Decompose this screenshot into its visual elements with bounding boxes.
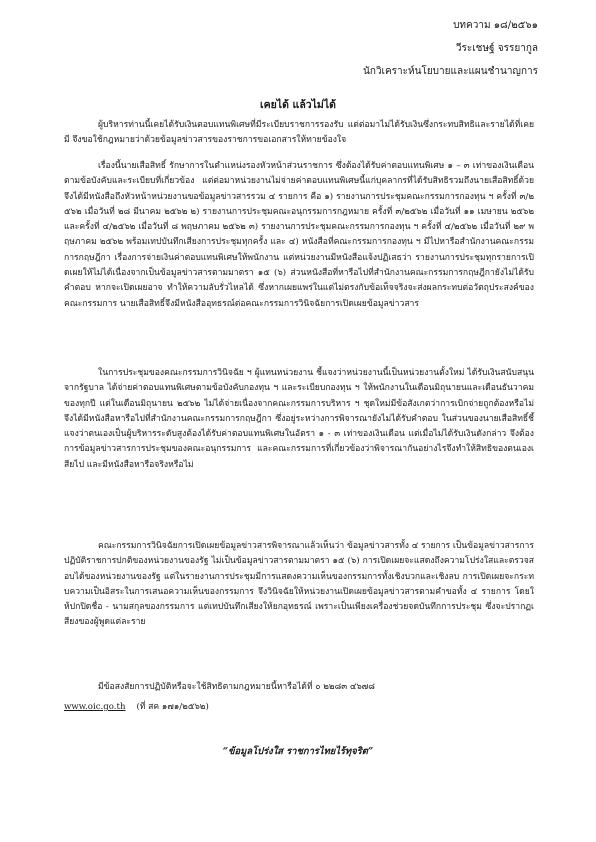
document-header	[363, 14, 538, 83]
paragraph-decision: คณะกรรมการวินิจฉัยการเปิดเผยข้อมูลข่าวสารพิจารณาแล้วเห็นว่า ข้อมูลข่าวสารทั้ง ๔ รายการ เป็นข้อมูลข่าวสารการปฏิบัติราชการปกติของหน่วยงานของรัฐ ไม่เป็นข้อมูลข่าวสารตามมาตรา ๑๕ (๖) การเปิดเผยจะแสดงถึงความโปร่งใสและตรวจสอบได้ของหน่วยงานของรัฐ แต่ในรายงานการประชุมมีการแสดงความเห็นของกรรมการทั้งเชิงบวกและเชิงลบ การเปิดเผยจะกระทบความเป็นอิสระในการเสนอความเห็นของกรรมการ จึงวินิจฉัยให้หน่วยงานเปิดเผยข้อมูลข่าวสารตามคำขอทั้ง ๔ รายการ โดยให้ปกปิดชื่อ - นามสกุลของกรรมการ แต่เทปบันทึกเสียงให้ยกอุทธรณ์ เพราะเป็นเพียงเครื่องช่วยจดบันทึกการประชุม ซึ่งจะปรากฏเสียงของผู้พูดแต่ละราย	[64, 541, 534, 628]
article-title: เคยได้ แล้วไม่ได้	[260, 99, 336, 111]
author-name: วีระเชษฐ์ จรรยากูล	[455, 43, 538, 54]
website-link[interactable]: www.oic.go.th	[64, 702, 126, 712]
intro-paragraph: ผู้บริหารท่านนี้เคยได้รับเงินตอบแทนพิเศษที่มีระเบียบราชการรองรับ แต่ต่อมาไม่ได้รับเงินซึ่งกระทบสิทธิและรายได้ที่เคยมี จึงขอใช้กฎหมายว่าด้วยข้อมูลข่าวสารของราชการขอเอกสารให้ทายข้องใจ	[64, 120, 534, 146]
slogan: “ข้อมูลโปร่งใส ราชการไทยไร้ทุจริต”	[222, 746, 374, 757]
contact-line	[64, 700, 209, 715]
paragraph-hearing: ในการประชุมของคณะกรรมการวินิจฉัย ฯ ผู้แทนหน่วยงาน ชี้แจงว่าหน่วยงานนี้เป็นหน่วยงานตั้งใหม่ ได้รับเงินสนับสนุนจากรัฐบาล ได้จ่ายค่าตอบแทนพิเศษตามข้อบังคับกองทุน ฯ และระเบียบกองทุน ฯ ให้พนักงานในเดือนมิถุนายนและเดือนธันวาคมของทุกปี แต่ในเดือนมิถุนายน ๒๕๖๒ ไม่ได้จ่ายเนื่องจากคณะกรรมการบริหาร ฯ ชุดใหม่มีข้อสังเกตว่าการเบิกจ่ายถูกต้องหรือไม่ จึงได้มีหนังสือหารือไปที่สำนักงานคณะกรรมการกฤษฎีกา ซึ่งอยู่ระหว่างการพิจารณายังไม่ได้รับคำตอบ ในส่วนของนายเสือสิทธิ์ชี้แจงว่าตนเองเป็นผู้บริหารระดับสูงต้องได้รับค่าตอบแทนพิเศษในอัตรา ๑ - ๓ เท่าของเงินเดือน แต่เมื่อไม่ได้รับเงินดังกล่าว จึงต้องการข้อมูลข่าวสารการประชุมของคณะอนุกรรมการ และคณะกรรมการที่เกี่ยวข้องว่าพิจารณากันอย่างไรจึงทำให้สิทธิของตนเองเสียไป และมีหนังสือหารือจริงหรือไม่	[64, 368, 534, 470]
author-title: นักวิเคราะห์นโยบายและแผนชำนาญการ	[363, 66, 538, 77]
reference-number: (ที่ สค ๑๗๑/๒๕๖๒)	[136, 702, 209, 712]
paragraph-contact: มีข้อสงสัยการปฏิบัติหรือจะใช้สิทธิตามกฎหมายนี้หารือได้ที่ ๐ ๒๒๘๓ ๔๖๗๘	[98, 682, 375, 692]
doc-number: บทความ ๑๘/๒๕๖๑	[453, 20, 538, 31]
paragraph-request: เรื่องนี้นายเสือสิทธิ์ รักษาการในตำแหน่งรองหัวหน้าส่วนราชการ ซึ่งต้องได้รับค่าตอบแทนพิเศษ ๑ – ๓ เท่าของเงินเดือน ตามข้อบังคับและระเบียบที่เกี่ยวข้อง แต่ต่อมาหน่วยงานไม่จ่ายค่าตอบแทนพิเศษนี้แก่บุคลากรที่ได้รับสิทธิรวมถึงนายเสือสิทธิ์ด้วย จึงได้มีหนังสือถึงหัวหน้าหน่วยงานขอข้อมูลข่าวสารรวม ๔ รายการ คือ ๑) รายงานการประชุมคณะกรรมการกองทุน ฯ ครั้งที่ ๓/๒๕๖๒ เมื่อวันที่ ๒๘ มีนาคม ๒๕๖๒ ๒) รายงานการประชุมคณะอนุกรรมการกฎหมาย ครั้งที่ ๓/๒๕๖๒ เมื่อวันที่ ๑๑ เมษายน ๒๕๖๒ และครั้งที่ ๔/๒๕๖๒ เมื่อวันที่ ๘ พฤษภาคม ๒๕๖๒ ๓) รายงานการประชุมคณะกรรมการกองทุน ฯ ครั้งที่ ๔/๒๕๖๒ เมื่อวันที่ ๒๙ พฤษภาคม ๒๕๖๒ พร้อมเทปบันทึกเสียงการประชุมทุกครั้ง และ ๔) หนังสือที่คณะกรรมการกองทุน ฯ มีไปหารือสำนักงานคณะกรรมการกฤษฎีกา เรื่องการจ่ายเงินค่าตอบแทนพิเศษให้พนักงาน แต่หน่วยงานมีหนังสือแจ้งปฏิเสธว่า รายงานการประชุมทุกรายการเปิดเผยให้ไม่ได้เนื่องจากเป็นข้อมูลข่าวสารตามมาตรา ๑๕ (๖) ส่วนหนังสือที่หารือไปที่สำนักงานคณะกรรมการกฤษฎีกายังไม่ได้รับคำตอบ หากจะเปิดเผยอาจ ทำให้ความลับรั่วไหลได้ ซึ่งหากเผยแพร่ในแต่ไม่ตรงกับข้อเท็จจริงจะส่งผลกระทบต่อวัตถุประสงค์ของคณะกรรมการ นายเสือสิทธิ์จึงมีหนังสืออุทธรณ์ต่อคณะกรรมการวินิจฉัยการเปิดเผยข้อมูลข่าวสาร	[64, 161, 534, 309]
